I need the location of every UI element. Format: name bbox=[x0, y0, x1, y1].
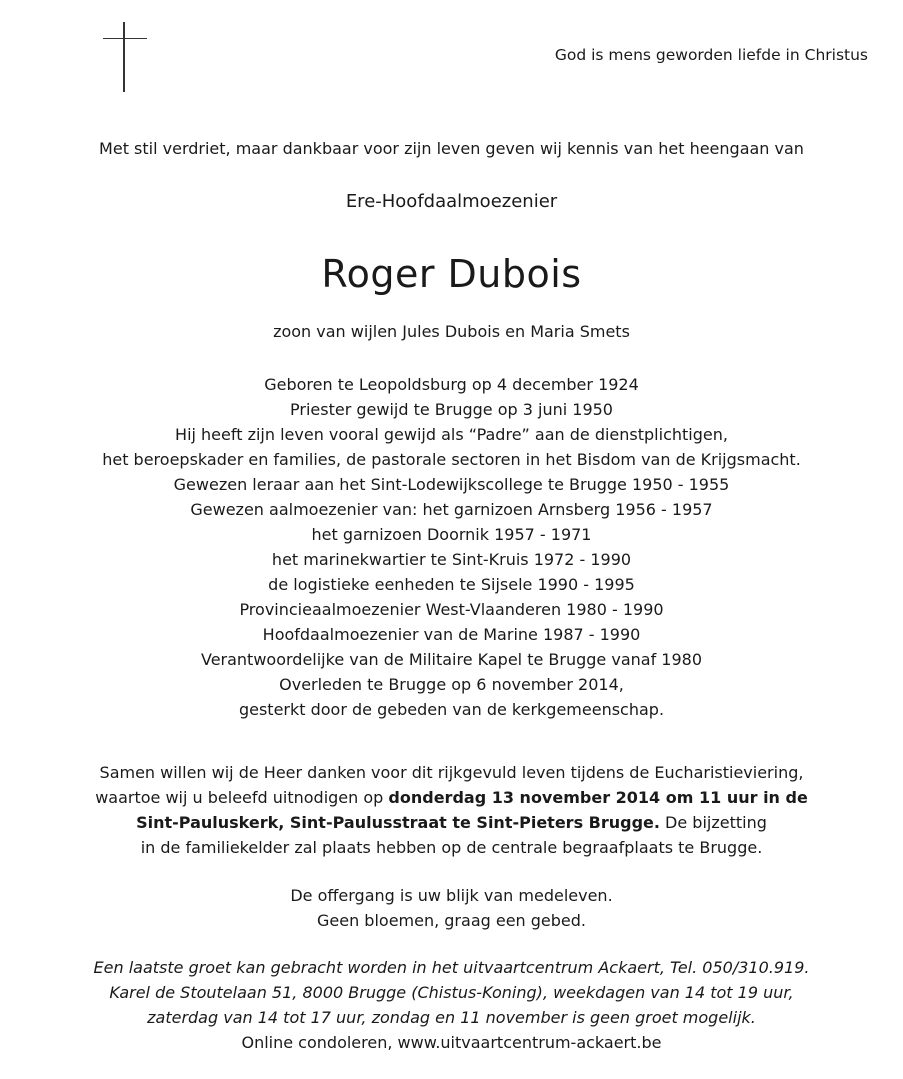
offer-line: De offergang is uw blijk van medeleven. bbox=[290, 886, 613, 905]
funeral-home-line: Karel de Stoutelaan 51, 8000 Brugge (Chistus-Koning), weekdagen van 14 tot 19 uur, bbox=[109, 983, 794, 1002]
parents-line: zoon van wijlen Jules Dubois en Maria Smets bbox=[273, 322, 630, 341]
service-line bbox=[0, 785, 903, 810]
deceased-name: Roger Dubois bbox=[321, 252, 582, 296]
service-location: Sint-Pauluskerk, Sint-Paulusstraat te Sint-Pieters Brugge. bbox=[136, 813, 660, 832]
service-text: waartoe wij u beleefd uitnodigen op bbox=[95, 788, 389, 807]
offer-line: Geen bloemen, graag een gebed. bbox=[316, 911, 587, 930]
offering-note bbox=[0, 883, 903, 933]
service-line bbox=[0, 810, 903, 835]
bio-line: het garnizoen Doornik 1957 - 1971 bbox=[311, 525, 592, 544]
bio-line: gesterkt door de gebeden van de kerkgemeenschap. bbox=[238, 700, 665, 719]
intro-text: Met stil verdriet, maar dankbaar voor zijn leven geven wij kennis van het heengaan van bbox=[99, 139, 804, 158]
service-date: donderdag 13 november 2014 om 11 uur in de bbox=[388, 788, 808, 807]
biography bbox=[0, 372, 903, 722]
service-line: in de familiekelder zal plaats hebben op de centrale begraafplaats te Brugge. bbox=[140, 838, 763, 857]
service-text: De bijzetting bbox=[659, 813, 767, 832]
service-line: Samen willen wij de Heer danken voor dit rijkgevuld leven tijdens de Eucharistieviering, bbox=[99, 763, 804, 782]
service-info bbox=[0, 760, 903, 860]
cross-icon bbox=[123, 22, 125, 92]
bio-line: Hij heeft zijn leven vooral gewijd als “Padre” aan de dienstplichtigen, bbox=[175, 425, 728, 444]
bio-line: Verantwoordelijke van de Militaire Kapel te Brugge vanaf 1980 bbox=[200, 650, 702, 669]
bio-line: Gewezen leraar aan het Sint-Lodewijkscollege te Brugge 1950 - 1955 bbox=[173, 475, 730, 494]
motto: God is mens geworden liefde in Christus bbox=[554, 46, 868, 64]
bio-line: Geboren te Leopoldsburg op 4 december 1924 bbox=[264, 375, 639, 394]
bio-line: Priester gewijd te Brugge op 3 juni 1950 bbox=[290, 400, 613, 419]
bio-line: de logistieke eenheden te Sijsele 1990 - 1995 bbox=[268, 575, 635, 594]
online-condolence-link[interactable]: Online condoleren, www.uitvaartcentrum-ackaert.be bbox=[241, 1033, 662, 1052]
funeral-home-line: Een laatste groet kan gebracht worden in het uitvaartcentrum Ackaert, Tel. 050/310.919. bbox=[93, 958, 810, 977]
bio-line: het beroepskader en families, de pastorale sectoren in het Bisdom van de Krijgsmacht. bbox=[102, 450, 801, 469]
bio-line: Provincieaalmoezenier West-Vlaanderen 1980 - 1990 bbox=[239, 600, 664, 619]
bio-line: Overleden te Brugge op 6 november 2014, bbox=[279, 675, 624, 694]
funeral-home-line: zaterdag van 14 tot 17 uur, zondag en 11 november is geen groet mogelijk. bbox=[147, 1008, 756, 1027]
bio-line: het marinekwartier te Sint-Kruis 1972 - 1990 bbox=[271, 550, 632, 569]
bio-line: Gewezen aalmoezenier van: het garnizoen Arnsberg 1956 - 1957 bbox=[190, 500, 713, 519]
cross-icon-bar bbox=[103, 38, 147, 39]
bio-line: Hoofdaalmoezenier van de Marine 1987 - 1990 bbox=[262, 625, 641, 644]
funeral-home-info bbox=[0, 955, 903, 1055]
honorary-title: Ere-Hoofdaalmoezenier bbox=[345, 191, 558, 212]
